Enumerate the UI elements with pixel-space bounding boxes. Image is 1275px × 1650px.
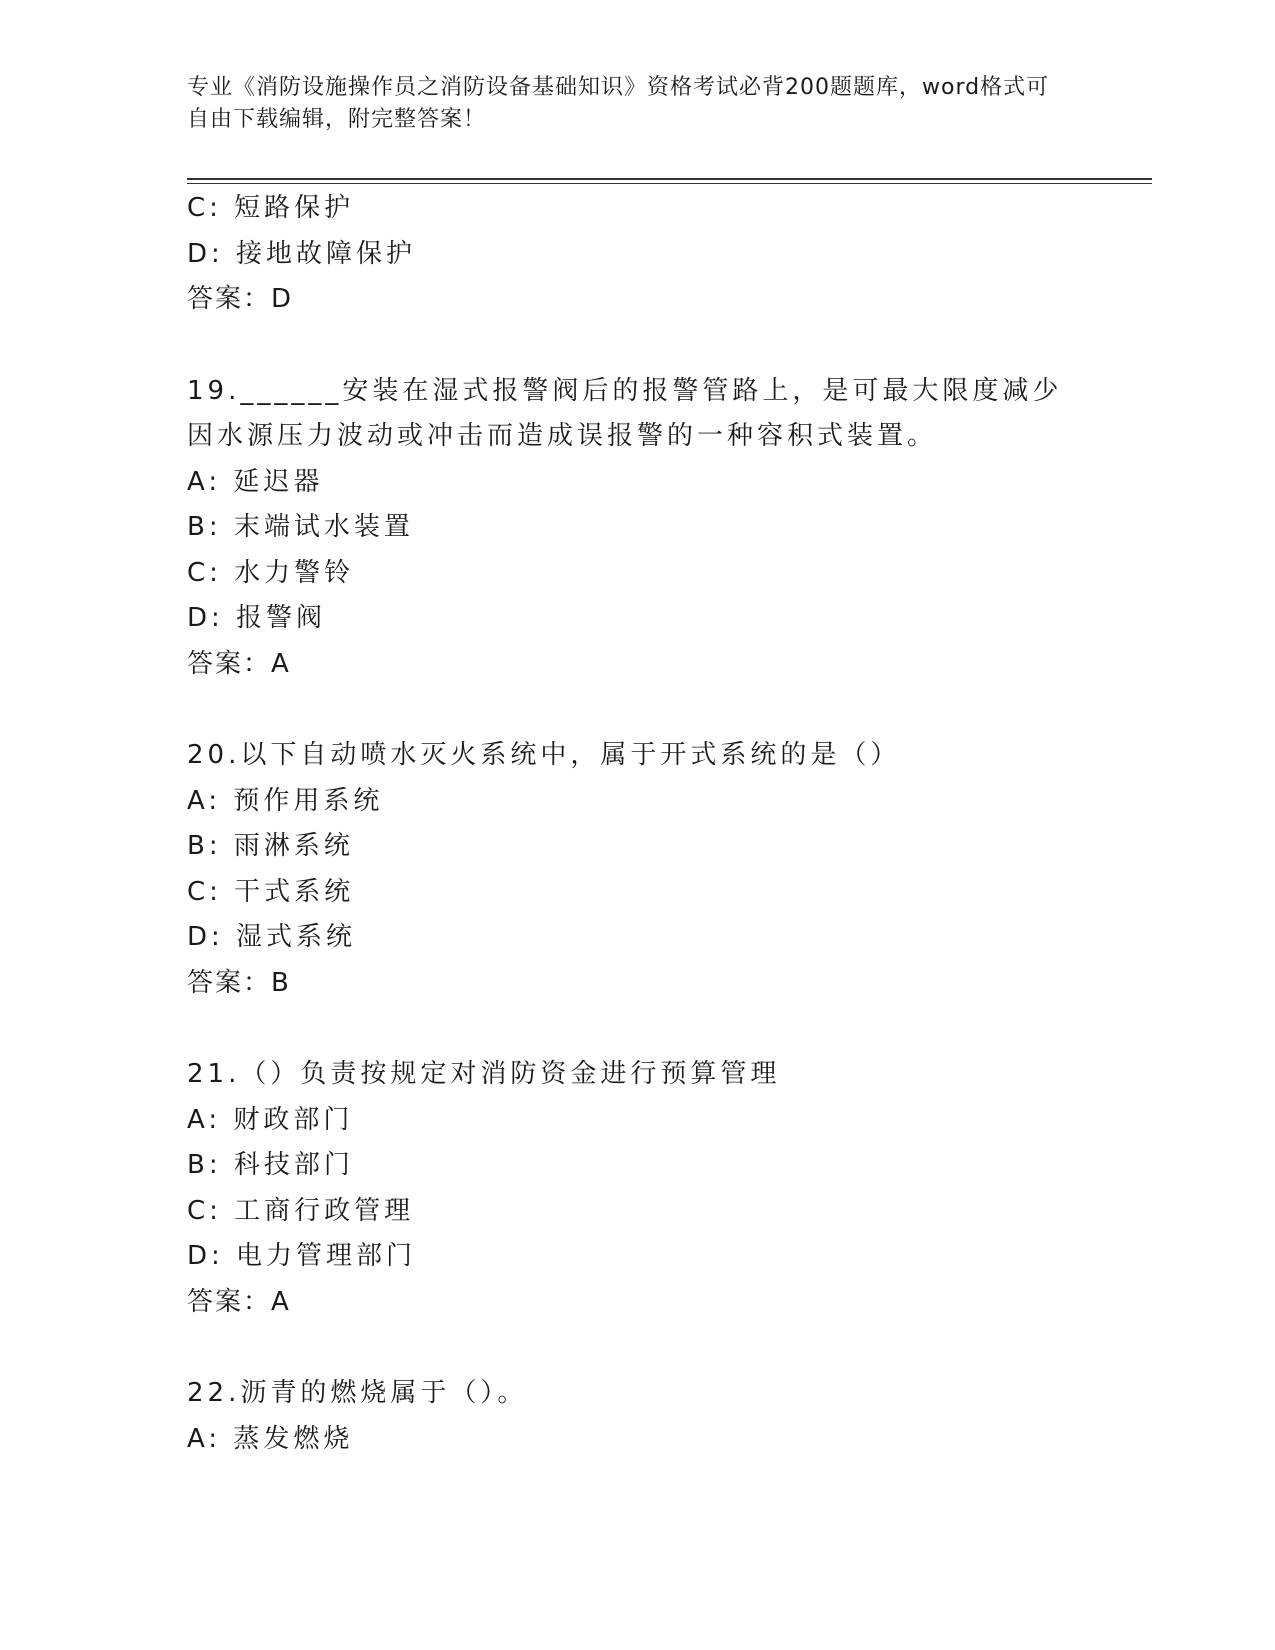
option-c: C: 工商行政管理 xyxy=(187,1195,415,1226)
header-rule-thick xyxy=(187,178,1152,180)
question-text: 22.沥青的燃烧属于（）。 xyxy=(187,1378,528,1408)
option-a: A: 财政部门 xyxy=(187,1104,354,1135)
question-text: 20.以下自动喷水灭火系统中，属于开式系统的是（） xyxy=(187,740,901,770)
question-18-continued xyxy=(187,186,1067,323)
option-c: C: 干式系统 xyxy=(187,876,355,907)
question-19 xyxy=(187,369,1067,688)
question-22 xyxy=(187,1371,1067,1462)
question-list xyxy=(187,186,1067,1462)
answer-line: 答案：B xyxy=(187,967,291,998)
question-text: 21.（）负责按规定对消防资金进行预算管理 xyxy=(187,1059,781,1089)
question-text: 19.______安装在湿式报警阀后的报警管路上，是可最大限度减少因水源压力波动或冲击而造成误报警的一种容积式装置。 xyxy=(187,375,1063,451)
page-header: 专业《消防设施操作员之消防设备基础知识》资格考试必背200题题库，word格式可自由下载编辑，附完整答案！ xyxy=(187,75,1050,132)
option-d: D: 报警阀 xyxy=(187,603,327,633)
option-a: A: 蒸发燃烧 xyxy=(187,1423,354,1454)
answer-line: 答案：A xyxy=(187,648,291,679)
option-b: B: 末端试水装置 xyxy=(187,512,414,542)
option-d: D: 湿式系统 xyxy=(187,922,357,952)
spacer xyxy=(187,1325,1067,1371)
option-a: A: 延迟器 xyxy=(187,466,324,497)
spacer xyxy=(187,323,1067,369)
option-a: A: 预作用系统 xyxy=(187,785,384,816)
spacer xyxy=(187,1006,1067,1052)
option-d: D: 电力管理部门 xyxy=(187,1241,417,1271)
spacer xyxy=(187,687,1067,733)
question-20 xyxy=(187,733,1067,1006)
option-c: C: 水力警铃 xyxy=(187,557,355,588)
answer-line: 答案：A xyxy=(187,1286,291,1317)
option-b: B: 雨淋系统 xyxy=(187,831,354,861)
answer-line: 答案：D xyxy=(187,284,294,314)
option-c: C: 短路保护 xyxy=(187,193,355,223)
option-d: D: 接地故障保护 xyxy=(187,238,417,269)
question-21 xyxy=(187,1052,1067,1325)
header-rule-thin xyxy=(187,183,1152,184)
option-b: B: 科技部门 xyxy=(187,1150,354,1180)
